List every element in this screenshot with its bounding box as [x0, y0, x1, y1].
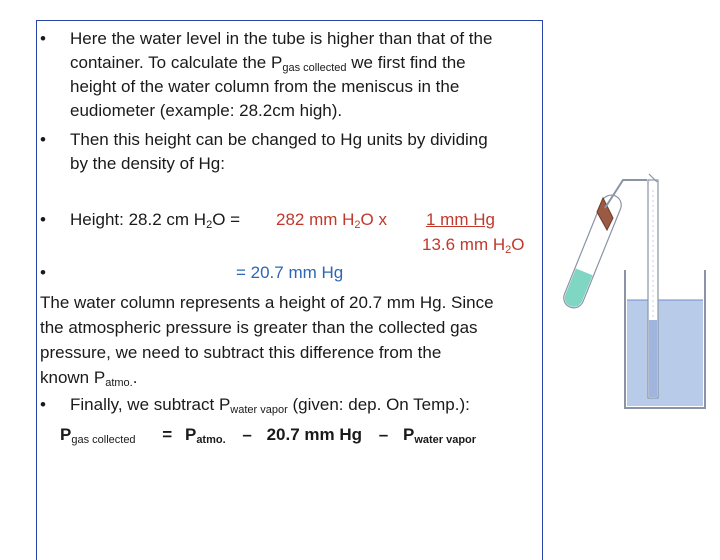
height-mm-h2o: 282 mm $H_2O$ x — [276, 210, 387, 231]
paragraph-line-3: pressure, we need to subtract this difference from the — [40, 343, 442, 362]
bullet-marker: • — [40, 210, 46, 229]
bullet-marker: • — [40, 29, 46, 48]
gas-generator-tube — [561, 192, 624, 311]
equation: $P_{gas collected} = P_{atmo.} - 20.7$ mm Hg – $P_{water vapor}$ — [60, 425, 477, 446]
bullet-marker: • — [40, 130, 46, 149]
bullet-5-line: Finally, we subtract $P_{water vapor}$ (given: dep. On Temp.): — [70, 395, 470, 416]
bullet-2-line-2: by the density of Hg: — [70, 154, 225, 173]
result-value: = 20.7 mm Hg — [236, 263, 344, 282]
paragraph-line-4: known $P_{atmo.}$. — [40, 368, 138, 389]
eudiometer-tube — [648, 174, 658, 398]
bullet-marker: • — [40, 263, 46, 282]
paragraph-line-1: The water column represents a height of 20.7 mm Hg. Since — [40, 293, 494, 312]
bullet-1-line-3: height of the water column from the meniscus in the — [70, 77, 460, 96]
height-label: Height: 28.2 cm $H_2O$ = — [70, 210, 241, 231]
bullet-1-line-2: container. To calculate the $P_{gas collected}$ we first find the — [70, 53, 466, 74]
beaker — [625, 270, 705, 408]
bullet-marker: • — [40, 395, 46, 414]
bullet-2-line-1: Then this height can be changed to Hg units by dividing — [70, 130, 488, 149]
eudiometer-illustration — [545, 160, 715, 420]
paragraph-line-2: the atmospheric pressure is greater than the collected gas — [40, 318, 478, 337]
bullet-1-line-1: Here the water level in the tube is higher than that of the — [70, 29, 493, 48]
bullet-1-line-4: eudiometer (example: 28.2cm high). — [70, 101, 343, 120]
fraction-numerator: 1 mm Hg — [426, 210, 495, 229]
fraction-denominator: 13.6 mm $H_2O$ — [422, 235, 525, 256]
